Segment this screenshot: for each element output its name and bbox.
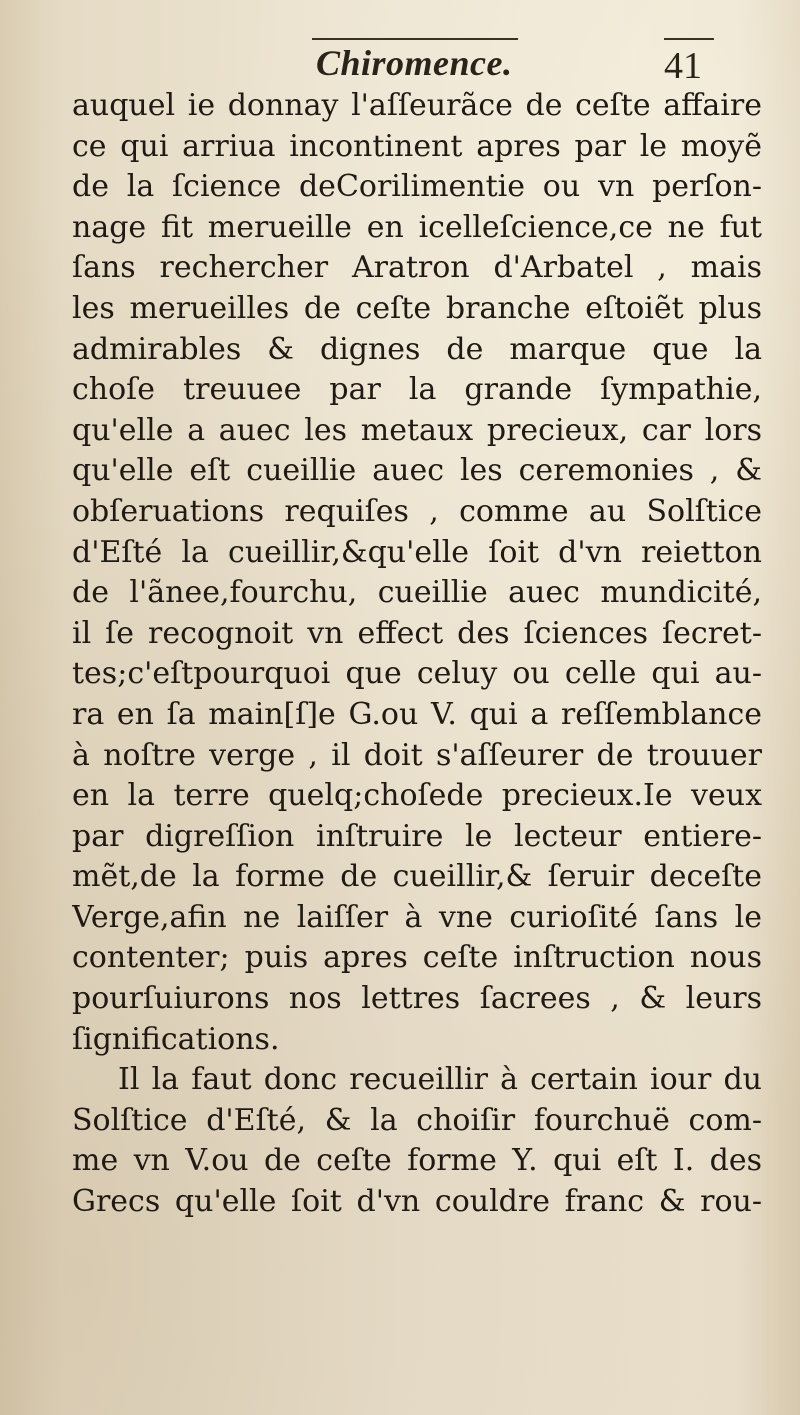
text-line: me vn V.ou de ceſte forme Y. qui eſt I. des bbox=[72, 1143, 762, 1179]
page-number: 41 bbox=[664, 45, 702, 87]
text-line: il ſe recognoit vn effect des ſciences ſecret- bbox=[72, 615, 762, 651]
text-line: ſans rechercher Aratron d'Arbatel , mais bbox=[72, 250, 762, 286]
text-line: contenter; puis apres ceſte inſtruction nous bbox=[72, 940, 762, 976]
text-line: par digreſſion inſtruire le lecteur entiere- bbox=[72, 818, 762, 854]
text-line: de la ſcience deCorilimentie ou vn perſon- bbox=[72, 169, 762, 205]
running-title: Chiromence. bbox=[316, 43, 513, 83]
text-line-paragraph-end: ſignifications. bbox=[72, 1021, 280, 1057]
text-line: d'Eſté la cueillir,&qu'elle ſoit d'vn reietton bbox=[72, 534, 762, 570]
folio-rule bbox=[664, 38, 714, 40]
text-line-paragraph-start: Il la faut donc recueillir à certain iour du bbox=[118, 1062, 762, 1098]
text-line: qu'elle a auec les metaux precieux, car lors bbox=[72, 412, 762, 448]
text-line: ce qui arriua incontinent apres par le moyẽ bbox=[72, 128, 762, 164]
running-title-rule bbox=[312, 38, 518, 40]
text-line: tes;c'eſtpourquoi que celuy ou celle qui au- bbox=[72, 656, 762, 692]
text-line: pourſuiurons nos lettres ſacrees , & leurs bbox=[72, 981, 762, 1017]
text-line: choſe treuuee par la grande ſympathie, bbox=[72, 372, 762, 408]
text-line: en la terre quelq;choſede precieux.Ie veux bbox=[72, 778, 762, 814]
text-line: ra en ſa main[ſ]e G.ou V. qui a reſſemblance bbox=[72, 696, 762, 732]
text-line: Verge,afin ne laiſſer à vne curioſité ſans le bbox=[72, 899, 762, 935]
text-line: Grecs qu'elle ſoit d'vn couldre franc & rou- bbox=[72, 1184, 762, 1220]
text-line: obſeruations requiſes , comme au Solſtice bbox=[72, 493, 762, 529]
text-line: qu'elle eſt cueillie auec les ceremonies , & bbox=[72, 453, 762, 489]
text-line: auquel ie donnay l'aſſeurãce de ceſte affaire bbox=[72, 88, 762, 123]
text-line: mẽt,de la forme de cueillir,& ſeruir deceſte bbox=[72, 859, 762, 895]
body-text bbox=[72, 86, 762, 1223]
text-line: admirables & dignes de marque que la bbox=[72, 331, 762, 367]
text-line: Solſtice d'Eſté, & la choiſir fourchuë com- bbox=[72, 1102, 762, 1138]
text-line: nage fit merueille en icelleſcience,ce ne fut bbox=[72, 209, 762, 245]
text-line: de l'ãnee,fourchu, cueillie auec mundicité, bbox=[72, 575, 762, 611]
text-line: à noſtre verge , il doit s'aſſeurer de trouuer bbox=[72, 737, 762, 773]
text-line: les merueilles de ceſte branche eſtoiẽt plus bbox=[72, 290, 762, 326]
